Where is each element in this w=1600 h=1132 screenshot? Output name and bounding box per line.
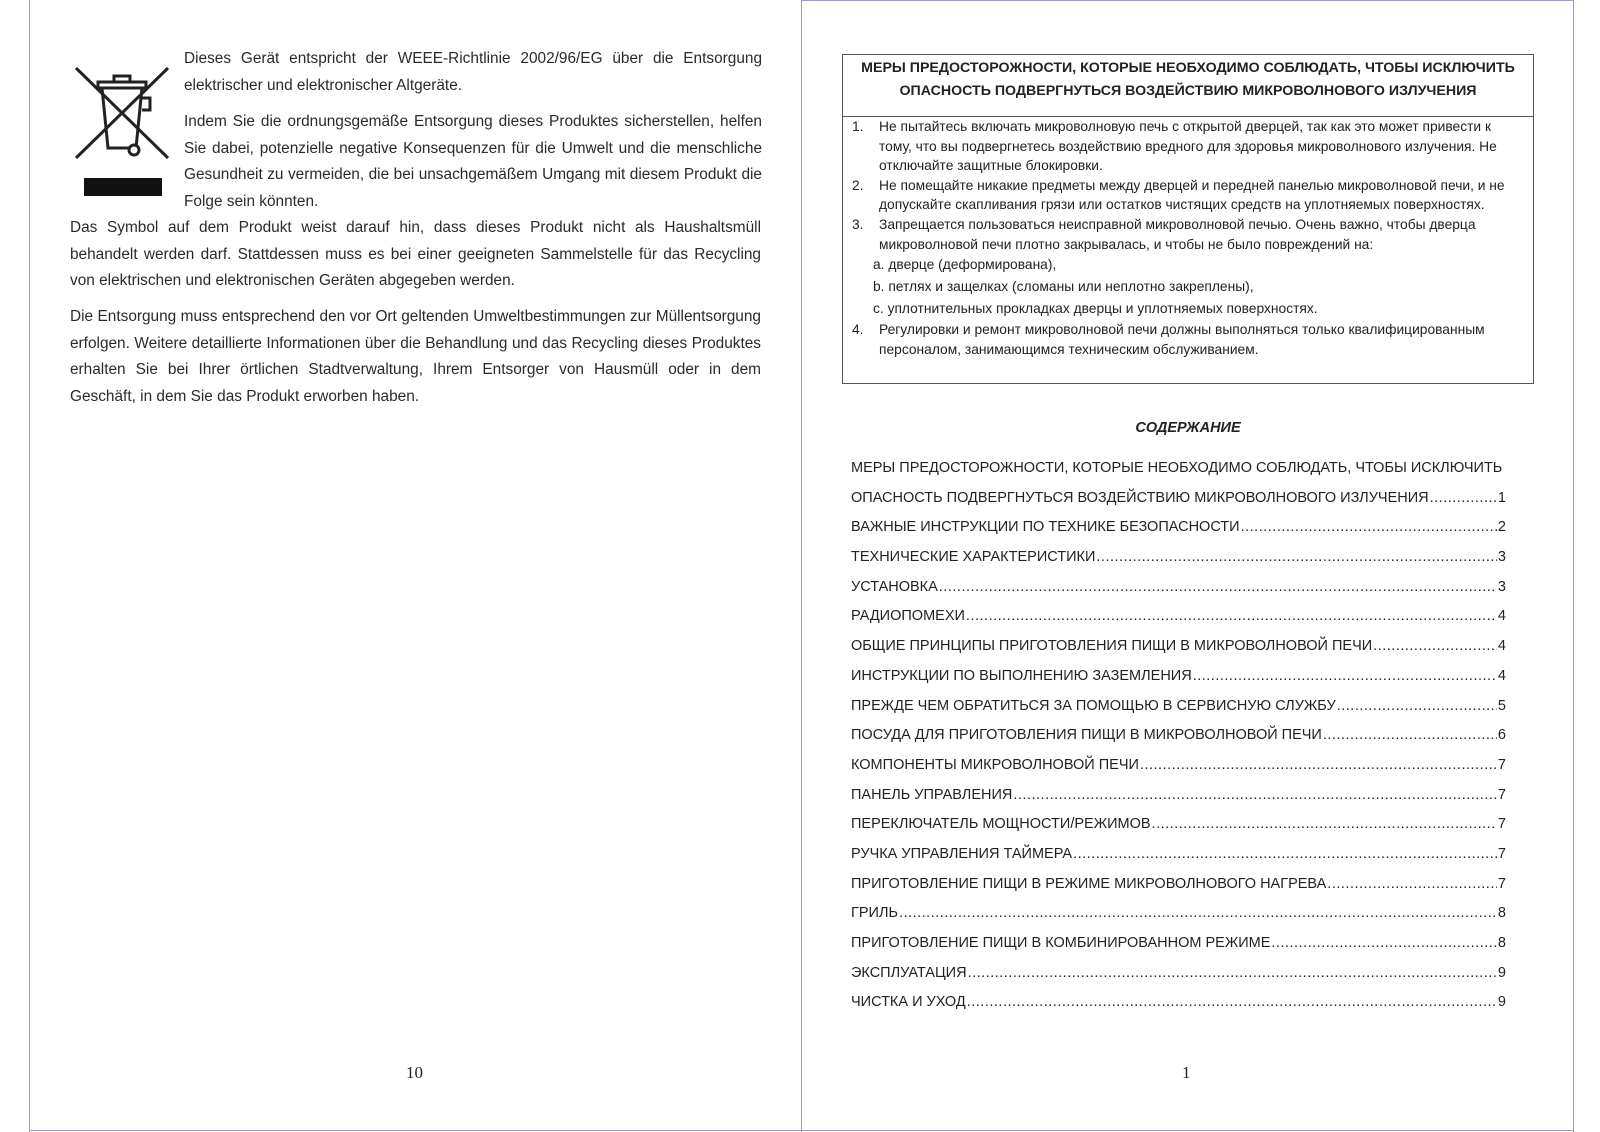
toc-entry[interactable] [851, 751, 1506, 781]
warning-item-text: Запрещается пользоваться неисправной микроволновой печью. Очень важно, чтобы дверца микроволновой печи плотно закрывалась, и чтобы не было повреждений на: [879, 216, 1476, 252]
toc-entry[interactable] [851, 840, 1506, 870]
toc-entry-page: 4 [1497, 608, 1506, 625]
page-number-right: 1 [1182, 1063, 1191, 1082]
toc-entry-label: РАДИОПОМЕХИ [851, 608, 965, 625]
warning-list [843, 117, 1533, 359]
toc-entry[interactable] [851, 543, 1506, 573]
toc-entry-page: 4 [1497, 638, 1506, 655]
toc-dot-leader [1327, 870, 1497, 900]
weee-paragraph-4: Die Entsorgung muss entsprechend den vor Ort geltenden Umweltbestimmungen zur Müllentsorgung erfolgen. Weitere detaillierte Informationen über die Behandlung und das Recycling dieses Produktes erhalten Sie bei Ihrer örtlichen Stadtverwaltung, Ihrem Entsorger von Hausmüll oder in dem Geschäft, in dem Sie das Produkt erworben haben. [70, 308, 761, 405]
warning-item-text: Не пытайтесь включать микроволновую печь с открытой дверцей, так как это может привести к тому, что вы подвергнетесь воздействию вредного для здоровья микроволнового излучения. Не отключайте защитные блокировки. [879, 119, 1497, 174]
toc-entry-label: КОМПОНЕНТЫ МИКРОВОЛНОВОЙ ПЕЧИ [851, 756, 1139, 773]
toc-entry[interactable] [851, 781, 1506, 811]
warning-item-number: 1. [852, 119, 864, 134]
toc-dot-leader [1096, 543, 1497, 573]
toc-entry-page: 2 [1497, 519, 1506, 536]
toc-entry-page: 7 [1497, 875, 1506, 892]
toc-entry[interactable] [851, 602, 1506, 632]
toc-entry-label: ПЕРЕКЛЮЧАТЕЛЬ МОЩНОСТИ/РЕЖИМОВ [851, 816, 1151, 833]
warning-item [843, 215, 1533, 254]
warning-item-text: Не помещайте никакие предметы между дверцей и передней панелью микроволновой печи, и не допускайте скапливания грязи или остатков чистящих средств на уплотняемых поверхностях. [879, 177, 1505, 213]
toc-dot-leader [967, 988, 1497, 1018]
toc-entry[interactable] [851, 484, 1506, 514]
toc-entry[interactable] [851, 721, 1506, 751]
toc-entry-label: ОПАСНОСТЬ ПОДВЕРГНУТЬСЯ ВОЗДЕЙСТВИЮ МИКРОВОЛНОВОГО ИЗЛУЧЕНИЯ [851, 489, 1429, 506]
toc-entry-label: ПРИГОТОВЛЕНИЕ ПИЩИ В РЕЖИМЕ МИКРОВОЛНОВОГО НАГРЕВА [851, 875, 1327, 892]
warning-item [843, 176, 1533, 215]
warning-item [843, 117, 1533, 176]
toc-dot-leader [1271, 929, 1497, 959]
toc-dot-leader [1430, 484, 1497, 514]
toc-entry-label: ВАЖНЫЕ ИНСТРУКЦИИ ПО ТЕХНИКЕ БЕЗОПАСНОСТИ [851, 519, 1240, 536]
page-border-middle [801, 0, 802, 1132]
toc-entry-page: 7 [1497, 786, 1506, 803]
toc-entry[interactable] [851, 988, 1506, 1018]
warning-box [842, 54, 1534, 384]
warning-title-line-1: МЕРЫ ПРЕДОСТОРОЖНОСТИ, КОТОРЫЕ НЕОБХОДИМО СОБЛЮДАТЬ, ЧТОБЫ ИСКЛЮЧИТЬ [861, 60, 1515, 76]
warning-item-number: 3. [852, 216, 864, 232]
toc-entry-label: ГРИЛЬ [851, 905, 898, 922]
warning-subitem: a. дверце (деформирована), [873, 257, 1057, 273]
page-border-right [1573, 0, 1574, 1132]
toc-entry-page: 9 [1497, 964, 1506, 981]
toc-entry-label: ИНСТРУКЦИИ ПО ВЫПОЛНЕНИЮ ЗАЗЕМЛЕНИЯ [851, 667, 1192, 684]
toc-dot-leader [1323, 721, 1497, 751]
warning-subitem: b. петлях и защелках (сломаны или неплотно закреплены), [873, 279, 1254, 295]
toc-entry[interactable] [851, 692, 1506, 722]
weee-crossed-bin-icon [72, 58, 172, 198]
toc-entry-label: МЕРЫ ПРЕДОСТОРОЖНОСТИ, КОТОРЫЕ НЕОБХОДИМО СОБЛЮДАТЬ, ЧТОБЫ ИСКЛЮЧИТЬ [851, 460, 1503, 476]
toc-entry-label: ТЕХНИЧЕСКИЕ ХАРАКТЕРИСТИКИ [851, 549, 1096, 566]
warning-subitem: c. уплотнительных прокладках дверцы и уплотняемых поверхностях. [873, 301, 1318, 317]
toc-entry-label: ПАНЕЛЬ УПРАВЛЕНИЯ [851, 786, 1013, 803]
toc-entry-page: 7 [1497, 756, 1506, 773]
toc-entry-label: ОБЩИЕ ПРИНЦИПЫ ПРИГОТОВЛЕНИЯ ПИЩИ В МИКРОВОЛНОВОЙ ПЕЧИ [851, 638, 1373, 655]
toc-entry-label: ПРЕЖДЕ ЧЕМ ОБРАТИТЬСЯ ЗА ПОМОЩЬЮ В СЕРВИСНУЮ СЛУЖБУ [851, 697, 1336, 714]
page-number-left: 10 [406, 1063, 423, 1082]
toc-entry[interactable] [851, 632, 1506, 662]
toc-entry-page: 1 [1497, 489, 1506, 506]
toc-dot-leader [899, 899, 1497, 929]
toc-dot-leader [1073, 840, 1497, 870]
toc-dot-leader [1140, 751, 1497, 781]
toc-entry-label: РУЧКА УПРАВЛЕНИЯ ТАЙМЕРА [851, 845, 1073, 862]
warning-title [843, 55, 1533, 117]
page-border-top [801, 0, 1574, 1]
toc-dot-leader [939, 573, 1497, 603]
toc-line-heading-continued [851, 454, 1506, 484]
toc-entry-label: ПОСУДА ДЛЯ ПРИГОТОВЛЕНИЯ ПИЩИ В МИКРОВОЛНОВОЙ ПЕЧИ [851, 727, 1322, 744]
toc-dot-leader [1373, 632, 1497, 662]
toc-entry[interactable] [851, 959, 1506, 989]
weee-paragraph-3: Das Symbol auf dem Produkt weist darauf hin, dass dieses Produkt nicht als Haushaltsmüll behandelt werden darf. Stattdessen muss es bei einer geeigneten Sammelstelle für das Recycling von elektrischen und elektronischen Geräten abgegeben werden. [70, 219, 761, 289]
warning-item-text: Регулировки и ремонт микроволновой печи должны выполняться только квалифицированным персоналом, занимающимся техническим обслуживанием. [879, 322, 1485, 357]
toc-dot-leader [966, 602, 1497, 632]
table-of-contents [851, 454, 1506, 1018]
toc-dot-leader [1152, 810, 1497, 840]
toc-entry[interactable] [851, 929, 1506, 959]
toc-title: СОДЕРЖАНИЕ [1135, 420, 1241, 436]
toc-entry-label: ЭКСПЛУАТАЦИЯ [851, 964, 967, 981]
toc-entry[interactable] [851, 870, 1506, 900]
toc-dot-leader [1013, 781, 1497, 811]
weee-paragraph-1: Dieses Gerät entspricht der WEEE-Richtlinie 2002/96/EG über die Entsorgung elektrischer und elektronischer Altgeräte. [184, 50, 762, 94]
toc-entry[interactable] [851, 899, 1506, 929]
toc-entry-page: 4 [1497, 667, 1506, 684]
toc-entry-page: 7 [1497, 845, 1506, 862]
toc-dot-leader [1337, 692, 1497, 722]
toc-entry-page: 3 [1497, 549, 1506, 566]
warning-item-number: 4. [852, 322, 864, 338]
toc-entry-page: 8 [1497, 935, 1506, 951]
warning-title-line-2: ОПАСНОСТЬ ПОДВЕРГНУТЬСЯ ВОЗДЕЙСТВИЮ МИКРОВОЛНОВОГО ИЗЛУЧЕНИЯ [899, 83, 1477, 99]
toc-entry[interactable] [851, 662, 1506, 692]
toc-entry-page: 7 [1497, 816, 1506, 833]
toc-dot-leader [1241, 513, 1497, 543]
warning-item-number: 2. [852, 177, 864, 193]
page-border-bottom [29, 1130, 1574, 1131]
warning-item [843, 320, 1533, 359]
toc-entry-page: 3 [1497, 578, 1506, 595]
toc-entry-label: УСТАНОВКА [851, 578, 938, 595]
toc-entry-page: 5 [1497, 697, 1506, 714]
toc-entry[interactable] [851, 513, 1506, 543]
toc-entry-label: ЧИСТКА И УХОД [851, 994, 966, 1011]
toc-entry-page: 9 [1497, 994, 1506, 1011]
toc-entry[interactable] [851, 810, 1506, 840]
toc-dot-leader [1193, 662, 1497, 692]
toc-entry-label: ПРИГОТОВЛЕНИЕ ПИЩИ В КОМБИНИРОВАННОМ РЕЖИМЕ [851, 935, 1271, 951]
toc-dot-leader [968, 959, 1497, 989]
page-border-left [29, 0, 30, 1132]
toc-entry-page: 8 [1497, 905, 1506, 922]
toc-entry[interactable] [851, 573, 1506, 603]
weee-paragraph-2: Indem Sie die ordnungsgemäße Entsorgung dieses Produktes sicherstellen, helfen Sie dabei, potenzielle negative Konsequenzen für die Umwelt und die menschliche Gesundheit zu vermeiden, die bei unsachgemäßem Umgang mit diesem Produkt die Folge sein könnten. [184, 113, 762, 210]
toc-entry-page: 6 [1497, 727, 1506, 744]
